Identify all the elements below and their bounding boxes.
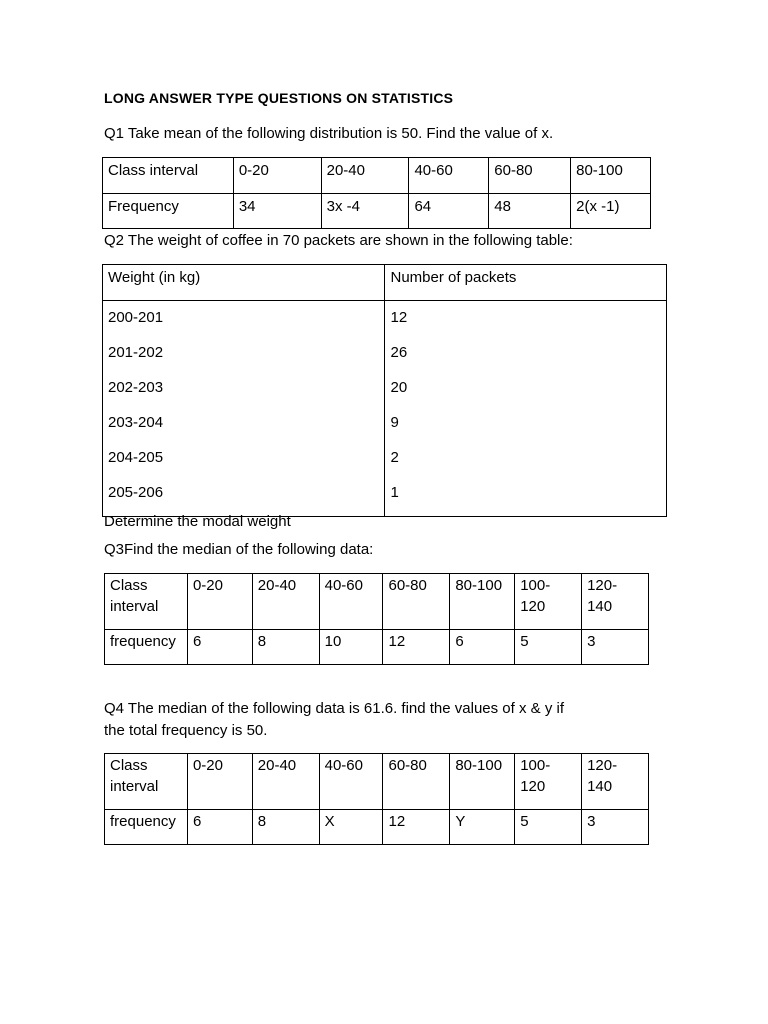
question-2-text: Q2 The weight of coffee in 70 packets are shown in the following table: [104,232,573,249]
q4-class-cell: 120- 140 [582,754,649,810]
q3-class-row [105,574,649,630]
q3-class-cell: 40-60 [319,574,383,630]
q1-header-cell: 80-100 [571,158,651,194]
q1-value-cell: 34 [233,194,321,229]
q4-class-cell: 40-60 [319,754,383,810]
q2-packets-column [385,301,667,517]
q3-class-cell: 100- 120 [515,574,582,630]
q4-frequency-cell: 12 [383,810,450,845]
q4-class-cell: 0-20 [187,754,252,810]
q1-value-cell: 2(x -1) [571,194,651,229]
q1-value-cell: 48 [489,194,571,229]
q4-frequency-cell: 5 [515,810,582,845]
q1-header-cell: 20-40 [321,158,409,194]
q2-weight-cell: 202-203 [108,379,164,396]
q4-frequency-cell: 3 [582,810,649,845]
q2-packets-header: Number of packets [385,265,667,301]
q2-packets-cell: 2 [390,449,399,466]
q2-packets-cell: 9 [390,414,399,431]
question-2-followup: Determine the modal weight [104,513,291,530]
q3-frequency-cell: 12 [383,630,450,665]
q1-value-cell: 3x -4 [321,194,409,229]
q3-frequency-cell: 6 [187,630,252,665]
q3-table [104,573,649,665]
q2-weight-cell: 203-204 [108,414,164,431]
q1-header-cell: Class interval [103,158,234,194]
q3-frequency-cell: 10 [319,630,383,665]
question-4-text-line2: the total frequency is 50. [104,722,268,739]
q2-body-row [103,301,667,517]
q2-weight-column [103,301,385,517]
q4-table [104,753,649,845]
q1-table [102,157,651,229]
page-title: LONG ANSWER TYPE QUESTIONS ON STATISTICS [104,90,454,106]
q3-frequency-cell: 3 [582,630,649,665]
q2-packets-cell: 12 [390,309,408,326]
q4-class-cell: 80-100 [450,754,515,810]
q1-value-cell: Frequency [103,194,234,229]
question-3-text: Q3Find the median of the following data: [104,541,374,558]
q3-row-label: Class interval [105,574,188,630]
q4-frequency-cell: 6 [187,810,252,845]
q4-frequency-row [105,810,649,845]
q2-weight-cell: 200-201 [108,309,164,326]
q3-class-cell: 80-100 [450,574,515,630]
q3-frequency-cell: 6 [450,630,515,665]
q3-frequency-row [105,630,649,665]
q2-weight-cell: 201-202 [108,344,164,361]
q1-value-cell: 64 [409,194,489,229]
q2-weight-cell: 204-205 [108,449,164,466]
question-1-text: Q1 Take mean of the following distribution is 50. Find the value of x. [104,125,554,142]
q1-header-row [103,158,651,194]
q4-class-cell: 20-40 [252,754,319,810]
q4-frequency-cell: Y [450,810,515,845]
q1-frequency-row [103,194,651,229]
q4-class-cell: 100- 120 [515,754,582,810]
q2-packets-cell: 1 [390,484,399,501]
question-4-text: Q4 The median of the following data is 61.6. find the values of x & y if [104,700,564,717]
q1-header-cell: 60-80 [489,158,571,194]
q3-class-cell: 0-20 [187,574,252,630]
q3-row-label: frequency [105,630,188,665]
q2-packets-cell: 20 [390,379,408,396]
q2-weight-cell: 205-206 [108,484,164,501]
q2-table [102,264,667,517]
q1-header-cell: 0-20 [233,158,321,194]
q3-class-cell: 120- 140 [582,574,649,630]
q3-class-cell: 20-40 [252,574,319,630]
q1-header-cell: 40-60 [409,158,489,194]
q4-frequency-cell: 8 [252,810,319,845]
q2-packets-cell: 26 [390,344,408,361]
q4-row-label: Class interval [105,754,188,810]
q3-frequency-cell: 8 [252,630,319,665]
q4-frequency-cell: X [319,810,383,845]
q2-weight-header: Weight (in kg) [103,265,385,301]
q4-class-row [105,754,649,810]
q4-row-label: frequency [105,810,188,845]
q3-class-cell: 60-80 [383,574,450,630]
q4-class-cell: 60-80 [383,754,450,810]
q3-frequency-cell: 5 [515,630,582,665]
q2-header-row [103,265,667,301]
